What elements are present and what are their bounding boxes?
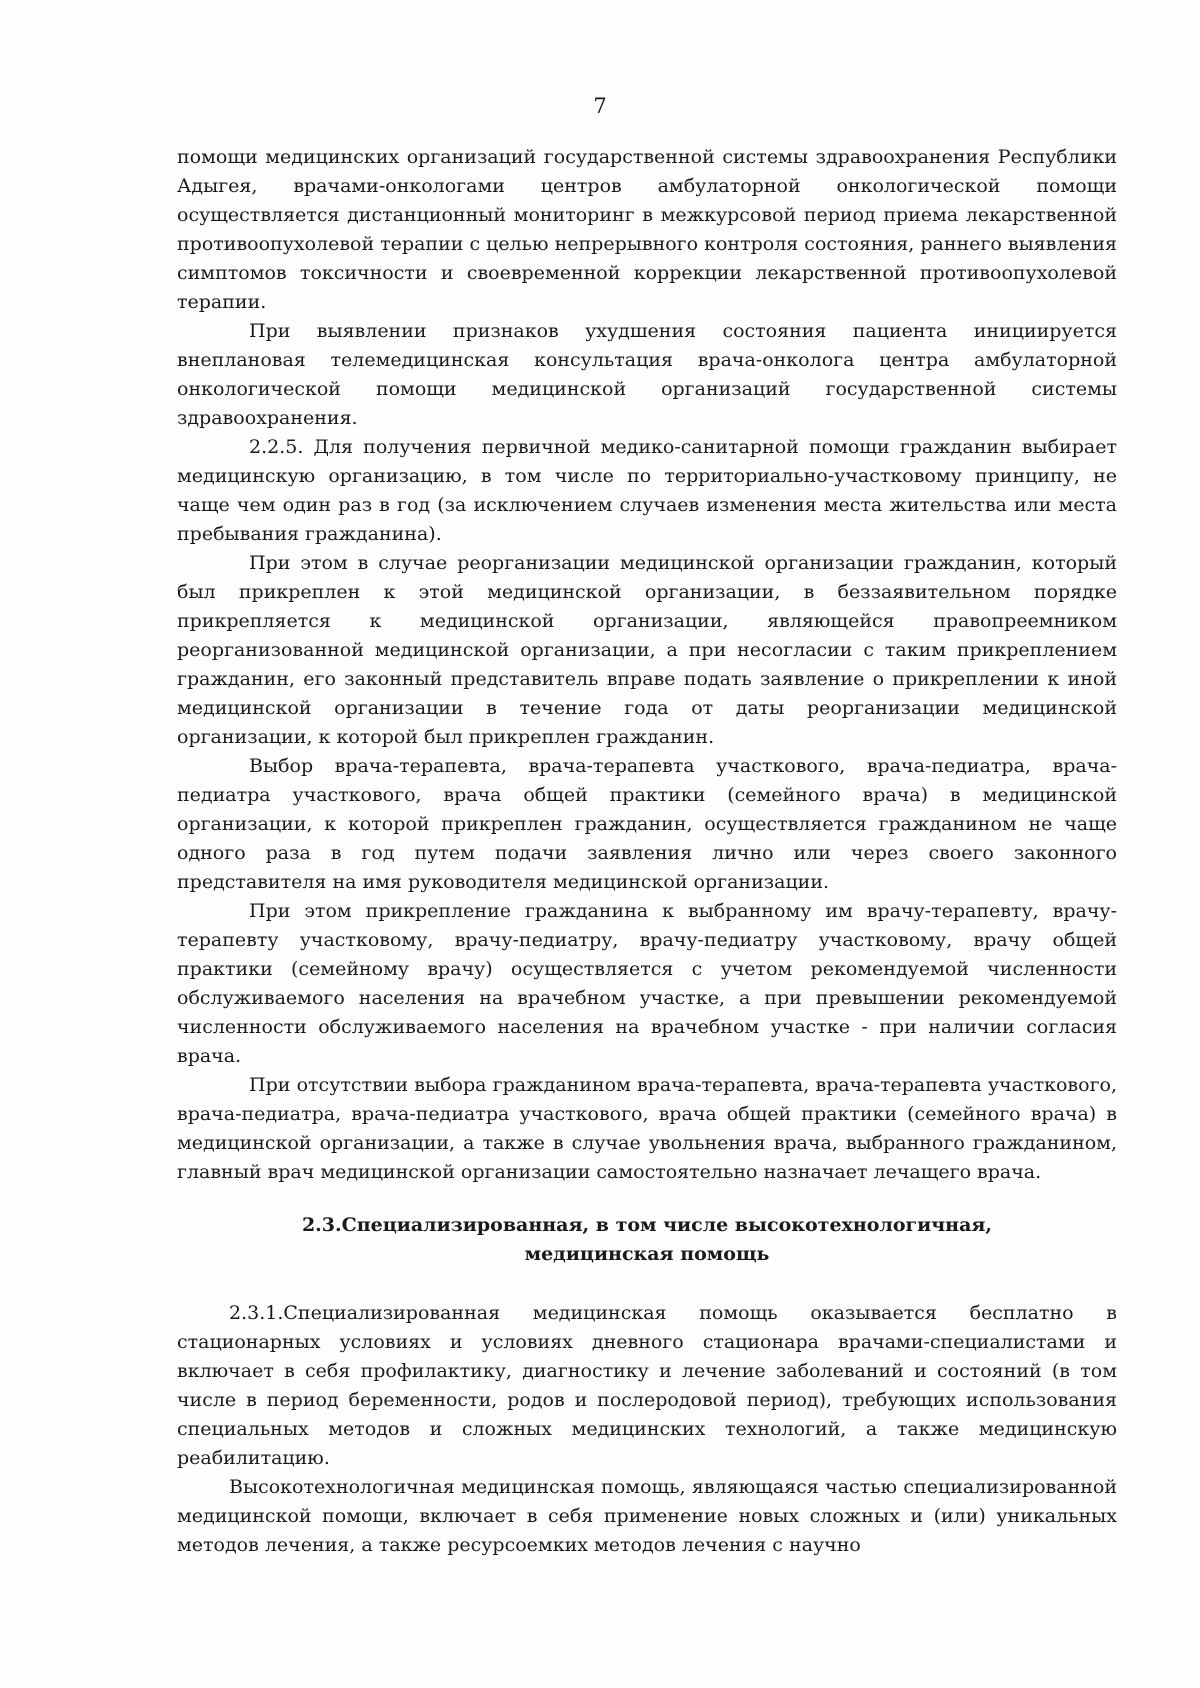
paragraph: При этом прикрепление гражданина к выбранному им врачу-терапевту, врачу-терапевту участковому, врачу-педиатру, врачу-педиатру участковому, врачу общей практики (семейному врачу) осуществляется с учетом рекомендуемой численности обслуживаемого населения на врачебном участке, а при превышении рекомендуемой численности обслуживаемого населения на врачебном участке - при наличии согласия врача. [177, 900, 1117, 1067]
document-body [177, 143, 1117, 1560]
paragraph: 2.2.5. Для получения первичной медико-санитарной помощи гражданин выбирает медицинскую организацию, в том числе по территориально-участковому принципу, не чаще чем один раз в год (за исключением случаев изменения места жительства или места пребывания гражданина). [177, 436, 1117, 545]
paragraph: 2.3.1.Специализированная медицинская помощь оказывается бесплатно в стационарных условиях и условиях дневного стационара врачами-специалистами и включает в себя профилактику, диагностику и лечение заболеваний и состояний (в том числе в период беременности, родов и послеродовой период), требующих использования специальных методов и сложных медицинских технологий, а также медицинскую реабилитацию. [177, 1302, 1117, 1469]
paragraph-continuation: помощи медицинских организаций государственной системы здравоохранения Республики Адыгея, врачами-онкологами центров амбулаторной онкологической помощи осуществляется дистанционный мониторинг в межкурсовой период приема лекарственной противоопухолевой терапии с целью непрерывного контроля состояния, раннего выявления симптомов токсичности и своевременной коррекции лекарственной противоопухолевой терапии. [177, 146, 1117, 313]
paragraph: При выявлении признаков ухудшения состояния пациента инициируется внеплановая телемедицинская консультация врача-онколога центра амбулаторной онкологической помощи медицинской организаций государственной системы здравоохранения. [177, 320, 1117, 429]
paragraph: Выбор врача-терапевта, врача-терапевта участкового, врача-педиатра, врача-педиатра участкового, врача общей практики (семейного врача) в медицинской организации, к которой прикреплен гражданин, осуществляется гражданином не чаще одного раза в год путем подачи заявления лично или через своего законного представителя на имя руководителя медицинской организации. [177, 755, 1117, 893]
paragraph: При этом в случае реорганизации медицинской организации гражданин, который был прикреплен к этой медицинской организации, в беззаявительном порядке прикрепляется к медицинской организации, являющейся правопреемником реорганизованной медицинской организации, а при несогласии с таким прикреплением гражданин, его законный представитель вправе подать заявление о прикреплении к иной медицинской организации в течение года от даты реорганизации медицинской организации, к которой был прикреплен гражданин. [177, 552, 1117, 748]
page-number: 7 [593, 94, 607, 118]
section-heading: 2.3.Специализированная, в том числе высокотехнологичная, медицинская помощь [301, 1214, 993, 1265]
paragraph: При отсутствии выбора гражданином врача-терапевта, врача-терапевта участкового, врача-педиатра, врача-педиатра участкового, врача общей практики (семейного врача) в медицинской организации, а также в случае увольнения врача, выбранного гражданином, главный врач медицинской организации самостоятельно назначает лечащего врача. [177, 1074, 1117, 1183]
paragraph: Высокотехнологичная медицинская помощь, являющаяся частью специализированной медицинской помощи, включает в себя применение новых сложных и (или) уникальных методов лечения, а также ресурсоемких методов лечения с научно [177, 1476, 1117, 1556]
